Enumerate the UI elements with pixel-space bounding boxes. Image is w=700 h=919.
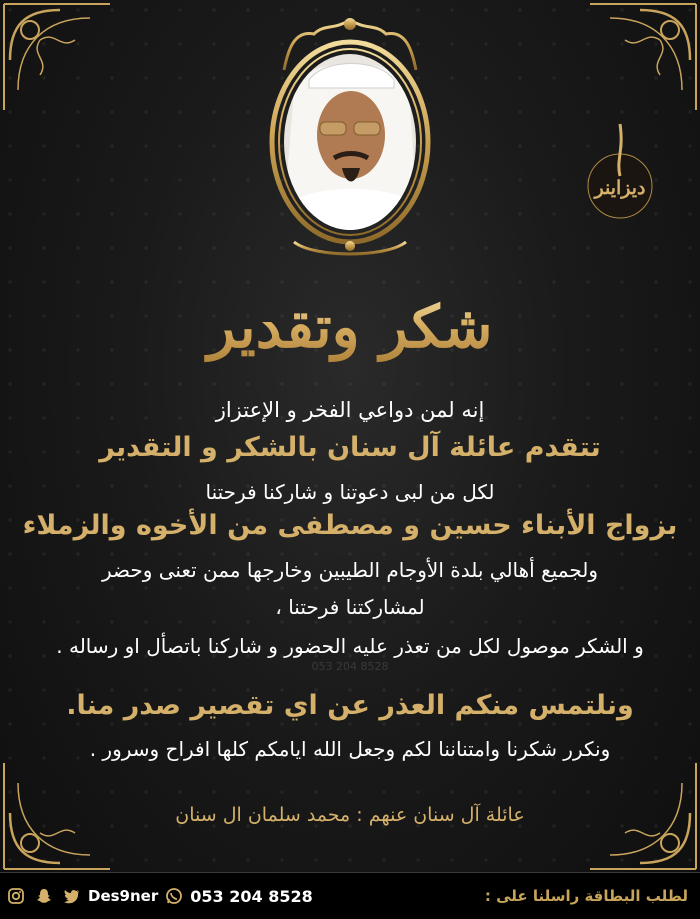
text-line-1: إنه لمن دواعي الفخر و الإعتزاز bbox=[215, 398, 485, 422]
footer-prompt: لطلب البطاقة راسلنا على : bbox=[484, 887, 688, 905]
signature-line: عائلة آل سنان عنهم : محمد سلمان ال سنان bbox=[175, 804, 525, 826]
contact-phone[interactable]: 053 204 8528 bbox=[190, 886, 313, 906]
text-line-7: و الشكر موصول لكل من تعذر عليه الحضور و شاركنا باتصأل او رساله . bbox=[56, 634, 644, 658]
brand-logo-icon bbox=[570, 120, 670, 230]
text-line-5: ولجميع أهالي بلدة الأوجام الطيبين وخارجها ممن تعنى وحضر bbox=[101, 558, 598, 582]
text-line-4: بزواج الأبناء حسين و مصطفى من الأخوه والزملاء bbox=[22, 510, 678, 541]
portrait-photo bbox=[254, 40, 446, 258]
page-title: شكر وتقدير bbox=[0, 282, 700, 372]
portrait-frame bbox=[254, 10, 446, 258]
corner-ornament-top-left bbox=[0, 0, 120, 120]
corner-ornament-top-right bbox=[580, 0, 700, 120]
social-handle[interactable]: Des9ner bbox=[88, 887, 159, 905]
instagram-icon[interactable] bbox=[6, 886, 26, 906]
text-line-3: لكل من لبى دعوتنا و شاركنا فرحتنا bbox=[205, 480, 495, 504]
watermark-text: 053 204 8528 bbox=[311, 660, 389, 673]
whatsapp-icon[interactable] bbox=[164, 886, 184, 906]
snapchat-icon[interactable] bbox=[34, 886, 54, 906]
social-icons bbox=[6, 886, 82, 906]
footer-bar bbox=[0, 872, 700, 919]
text-line-9: ونكرر شكرنا وامتناننا لكم وجعل الله ايامكم كلها افراح وسرور . bbox=[89, 737, 611, 761]
twitter-icon[interactable] bbox=[62, 886, 82, 906]
text-line-2: تتقدم عائلة آل سنان بالشكر و التقدير bbox=[99, 432, 601, 463]
text-line-8: ونلتمس منكم العذر عن اي تقصير صدر منا. bbox=[66, 690, 634, 721]
logo-text: ديزاينر bbox=[594, 177, 646, 199]
text-line-6: لمشاركتنا فرحتنا ، bbox=[275, 595, 425, 619]
